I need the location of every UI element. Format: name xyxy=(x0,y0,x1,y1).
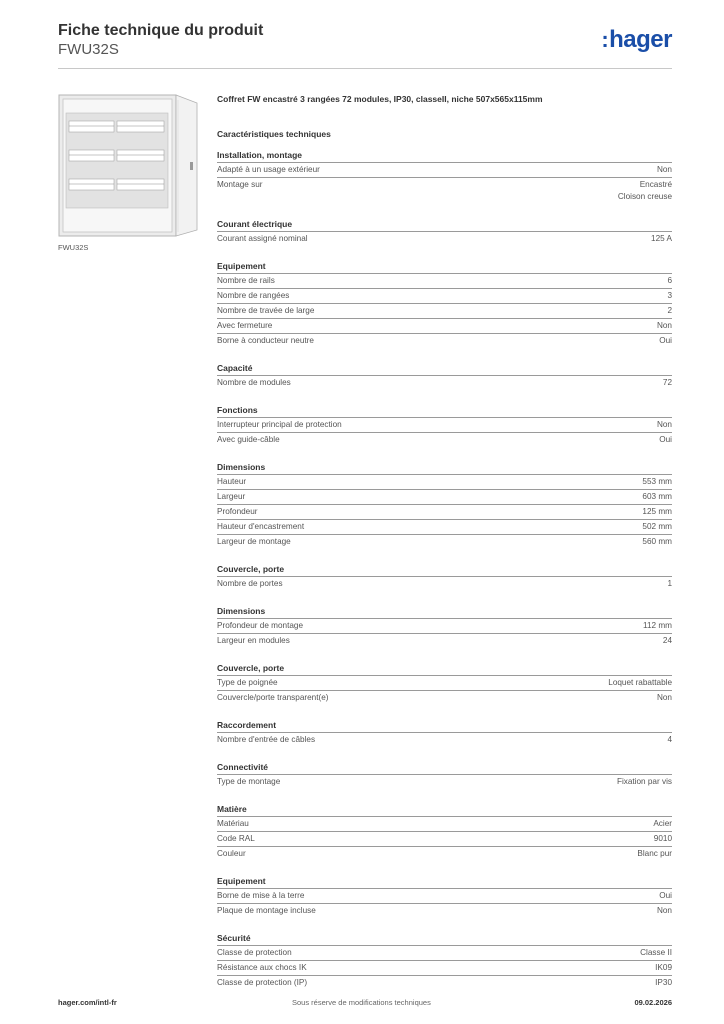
spec-value: 72 xyxy=(662,377,672,387)
spec-section xyxy=(217,719,672,747)
spec-value: Non xyxy=(656,419,672,429)
spec-label: Nombre de travée de large xyxy=(217,305,315,315)
footer-website: hager.com/intl-fr xyxy=(58,998,117,1007)
spec-value: 24 xyxy=(662,635,672,645)
section-title: Sécurité xyxy=(217,932,251,943)
spec-label: Profondeur xyxy=(217,506,258,516)
spec-value: Non xyxy=(656,692,672,702)
spec-row xyxy=(217,903,672,918)
section-title: Dimensions xyxy=(217,605,266,616)
spec-section xyxy=(217,605,672,648)
spec-label: Interrupteur principal de protection xyxy=(217,419,342,429)
spec-value: 1 xyxy=(667,578,672,588)
spec-label: Largeur de montage xyxy=(217,536,291,546)
spec-row xyxy=(217,618,672,633)
logo-text: hager xyxy=(609,26,672,53)
spec-row xyxy=(217,489,672,504)
spec-row xyxy=(217,633,672,648)
spec-value: Oui xyxy=(659,890,672,900)
spec-label: Hauteur xyxy=(217,476,247,486)
spec-row xyxy=(217,675,672,690)
spec-row xyxy=(217,975,672,990)
spec-value: Loquet rabattable xyxy=(608,677,672,687)
spec-row xyxy=(217,303,672,318)
spec-row xyxy=(217,945,672,960)
spec-section xyxy=(217,803,672,861)
spec-value: 502 mm xyxy=(642,521,672,531)
spec-row xyxy=(217,774,672,789)
spec-label: Couvercle/porte transparent(e) xyxy=(217,692,329,702)
spec-value: 4 xyxy=(667,734,672,744)
spec-label: Matériau xyxy=(217,818,249,828)
spec-value: 6 xyxy=(667,275,672,285)
spec-label: Nombre de rangées xyxy=(217,290,290,300)
spec-value: Fixation par vis xyxy=(616,776,672,786)
spec-value: 3 xyxy=(667,290,672,300)
spec-section xyxy=(217,662,672,705)
spec-label: Borne de mise à la terre xyxy=(217,890,305,900)
characteristics-sections xyxy=(217,149,672,990)
spec-value: Oui xyxy=(659,434,672,444)
spec-label: Nombre d'entrée de câbles xyxy=(217,734,316,744)
spec-value: Non xyxy=(656,320,672,330)
product-code: FWU32S xyxy=(58,41,119,58)
spec-row xyxy=(217,831,672,846)
spec-row xyxy=(217,534,672,549)
spec-row xyxy=(217,846,672,861)
spec-row xyxy=(217,888,672,903)
spec-label: Profondeur de montage xyxy=(217,620,304,630)
spec-label: Borne à conducteur neutre xyxy=(217,335,314,345)
technical-content xyxy=(217,94,672,990)
spec-label: Résistance aux chocs IK xyxy=(217,962,307,972)
spec-section xyxy=(217,149,672,204)
spec-label: Nombre de rails xyxy=(217,275,275,285)
spec-value: Oui xyxy=(659,335,672,345)
spec-label: Couleur xyxy=(217,848,246,858)
section-title: Raccordement xyxy=(217,719,277,730)
spec-section xyxy=(217,461,672,549)
spec-row xyxy=(217,690,672,705)
spec-section xyxy=(217,362,672,390)
spec-label: Plaque de montage incluse xyxy=(217,905,316,915)
footer-notice: Sous réserve de modifications techniques xyxy=(292,998,431,1007)
spec-section xyxy=(217,875,672,918)
footer-date: 09.02.2026 xyxy=(634,998,672,1007)
section-title: Equipement xyxy=(217,875,266,886)
spec-value: Encastré Cloison creuse xyxy=(617,180,672,202)
spec-row xyxy=(217,816,672,831)
characteristics-title: Caractéristiques techniques xyxy=(217,129,331,139)
spec-row xyxy=(217,960,672,975)
spec-row xyxy=(217,576,672,591)
spec-label: Type de montage xyxy=(217,776,281,786)
hager-logo: :hager xyxy=(601,26,672,53)
spec-value: 112 mm xyxy=(643,620,672,630)
section-title: Couvercle, porte xyxy=(217,563,285,574)
spec-label: Nombre de portes xyxy=(217,578,283,588)
spec-row xyxy=(217,177,672,204)
spec-row xyxy=(217,519,672,534)
spec-row xyxy=(217,417,672,432)
spec-value: Non xyxy=(656,165,672,174)
spec-section xyxy=(217,932,672,990)
spec-row xyxy=(217,162,672,177)
spec-section xyxy=(217,404,672,447)
spec-row xyxy=(217,732,672,747)
section-title: Equipement xyxy=(217,260,266,271)
section-title: Capacité xyxy=(217,362,253,373)
spec-row xyxy=(217,504,672,519)
spec-value: 560 mm xyxy=(642,536,672,546)
spec-row xyxy=(217,288,672,303)
product-description: Coffret FW encastré 3 rangées 72 modules, IP30, classeII, niche 507x565x115mm xyxy=(217,94,543,104)
spec-label: Hauteur d'encastrement xyxy=(217,521,305,531)
spec-value: Blanc pur xyxy=(637,848,672,858)
spec-section xyxy=(217,563,672,591)
spec-label: Classe de protection xyxy=(217,947,292,957)
image-caption: FWU32S xyxy=(58,243,89,252)
spec-label: Largeur en modules xyxy=(217,635,290,645)
spec-value: 553 mm xyxy=(642,476,672,486)
section-title: Dimensions xyxy=(217,461,266,472)
product-image xyxy=(58,94,198,238)
spec-row xyxy=(217,474,672,489)
spec-row xyxy=(217,273,672,288)
spec-label: Montage sur xyxy=(217,180,263,189)
section-title: Fonctions xyxy=(217,404,258,415)
spec-value: IP30 xyxy=(655,977,672,987)
spec-value: IK09 xyxy=(655,962,672,972)
spec-label: Largeur xyxy=(217,491,246,501)
spec-section xyxy=(217,260,672,348)
spec-label: Code RAL xyxy=(217,833,255,843)
spec-row xyxy=(217,333,672,348)
spec-section xyxy=(217,761,672,789)
spec-row xyxy=(217,231,672,246)
spec-section xyxy=(217,218,672,246)
spec-value: 125 A xyxy=(651,233,672,243)
spec-label: Courant assigné nominal xyxy=(217,233,308,243)
section-title: Courant électrique xyxy=(217,218,293,229)
spec-value: Acier xyxy=(653,818,672,828)
spec-label: Classe de protection (IP) xyxy=(217,977,308,987)
spec-value: 125 mm xyxy=(642,506,672,516)
section-title: Couvercle, porte xyxy=(217,662,285,673)
spec-label: Adapté à un usage extérieur xyxy=(217,165,320,174)
section-title: Matière xyxy=(217,803,247,814)
section-title: Installation, montage xyxy=(217,150,303,160)
spec-label: Avec fermeture xyxy=(217,320,273,330)
spec-row xyxy=(217,375,672,390)
spec-label: Nombre de modules xyxy=(217,377,291,387)
page-header xyxy=(58,20,672,69)
spec-value: 9010 xyxy=(653,833,672,843)
spec-label: Type de poignée xyxy=(217,677,278,687)
spec-value: 2 xyxy=(667,305,672,315)
spec-row xyxy=(217,432,672,447)
spec-label: Avec guide-câble xyxy=(217,434,280,444)
spec-value: 603 mm xyxy=(642,491,672,501)
spec-row xyxy=(217,318,672,333)
section-title: Connectivité xyxy=(217,761,269,772)
page-title: Fiche technique du produit xyxy=(58,22,264,39)
spec-value: Classe II xyxy=(640,947,672,957)
spec-value: Non xyxy=(656,905,672,915)
